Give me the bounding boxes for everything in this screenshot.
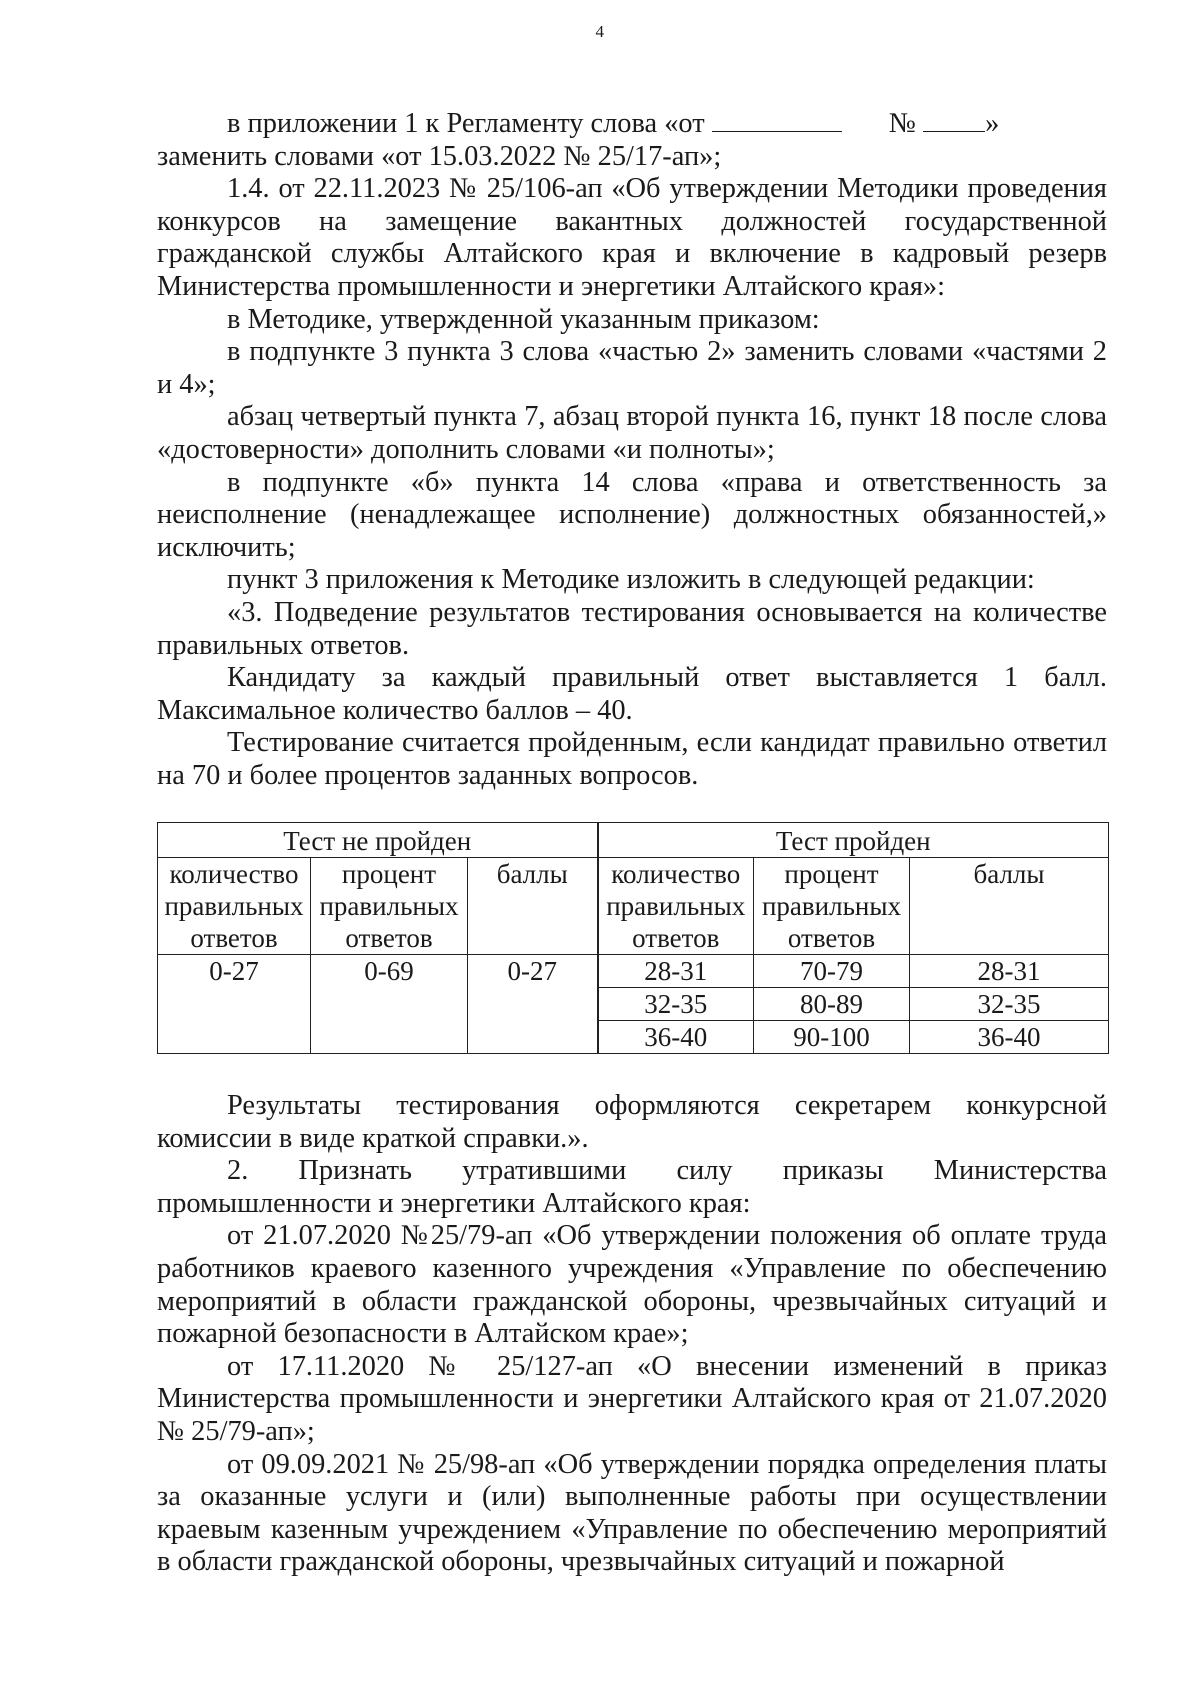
cell-passed-percent: 80-89 <box>754 988 910 1021</box>
header-points: баллы <box>910 858 1109 955</box>
paragraph: от 09.09.2021 № 25/98-ап «Об утверждении порядка определения платы за оказанные услуги и (или) выполненные работы при осуществлении краевым казенным учреждением «Управление по обеспечению мероприятий в области гражданской обороны, чрезвычайных ситуаций и пожарной <box>157 1448 1107 1578</box>
paragraph: Тестирование считается пройденным, если кандидат правильно ответил на 70 и более процентов заданных вопросов. <box>157 727 1107 791</box>
paragraph: заменить словами «от 15.03.2022 № 25/17-ап»; <box>157 140 722 172</box>
cell-failed-count: 0-27 <box>158 955 311 1054</box>
document-body-bottom <box>157 1090 1107 1579</box>
paragraph: Кандидату за каждый правильный ответ выставляется 1 балл. Максимальное количество баллов – 40. <box>157 662 1107 726</box>
header-correct-count: количество правильных ответов <box>158 858 311 955</box>
document-body-top <box>157 108 1107 792</box>
header-test-passed: Тест пройден <box>598 823 1109 858</box>
paragraph: абзац четвертый пункта 7, абзац второй пункта 16, пункт 18 после слова «достоверности» дополнить словами «и полноты»; <box>157 401 1107 465</box>
cell-passed-count: 28-31 <box>598 955 754 988</box>
cell-passed-count: 32-35 <box>598 988 754 1021</box>
paragraph: в Методике, утвержденной указанным приказом: <box>227 303 820 335</box>
cell-passed-points: 36-40 <box>910 1021 1109 1054</box>
test-results-table <box>157 822 1109 1054</box>
cell-passed-count: 36-40 <box>598 1021 754 1054</box>
paragraph: от 21.07.2020 №25/79-ап «Об утверждении положения об оплате труда работников краевого казенного учреждения «Управление по обеспечению мероприятий в области гражданской обороны, чрезвычайных ситуаций и пожарной безопасности в Алтайском крае»; <box>157 1220 1107 1350</box>
paragraph: пункт 3 приложения к Методике изложить в следующей редакции: <box>227 564 1035 596</box>
header-correct-count: количество правильных ответов <box>598 858 754 955</box>
table-column-header-row <box>158 858 1109 955</box>
header-correct-percent: процент правильных ответов <box>311 858 468 955</box>
cell-passed-percent: 70-79 <box>754 955 910 988</box>
blank-number-line <box>923 109 985 132</box>
header-points: баллы <box>468 858 598 955</box>
cell-passed-percent: 90-100 <box>754 1021 910 1054</box>
paragraph: от 17.11.2020 № 25/127-ап «О внесении изменений в приказ Министерства промышленности и энергетики Алтайского края от 21.07.2020 № 25/79-ап»; <box>157 1350 1107 1447</box>
page-number: 4 <box>595 22 605 41</box>
cell-passed-points: 32-35 <box>910 988 1109 1021</box>
paragraph: «3. Подведение результатов тестирования основывается на количестве правильных ответов. <box>157 596 1107 661</box>
paragraph: в подпункте «б» пункта 14 слова «права и ответственность за неисполнение (ненадлежащее исполнение) должностных обязанностей,» исключить; <box>157 466 1107 563</box>
header-correct-percent: процент правильных ответов <box>754 858 910 955</box>
cell-failed-points: 0-27 <box>468 955 598 1054</box>
paragraph: Результаты тестирования оформляются секретарем конкурсной комиссии в виде краткой справки.». <box>157 1090 1107 1154</box>
header-test-failed: Тест не пройден <box>158 823 598 858</box>
table-row <box>158 955 1109 988</box>
table-group-header-row <box>158 823 1109 858</box>
paragraph: в подпункте 3 пункта 3 слова «частью 2» заменить словами «частями 2 и 4»; <box>157 336 1107 400</box>
cell-failed-percent: 0-69 <box>311 955 468 1054</box>
paragraph: в приложении 1 к Регламенту слова «от № » <box>227 108 1000 139</box>
blank-date-line <box>712 109 842 132</box>
paragraph: 2. Признать утратившими силу приказы Министерства промышленности и энергетики Алтайского края: <box>157 1155 1107 1219</box>
cell-passed-points: 28-31 <box>910 955 1109 988</box>
paragraph: 1.4. от 22.11.2023 № 25/106-ап «Об утверждении Методики проведения конкурсов на замещение вакантных должностей государственной гражданской службы Алтайского края и включение в кадровый резерв Министерства промышленности и энергетики Алтайского края»: <box>157 173 1107 302</box>
